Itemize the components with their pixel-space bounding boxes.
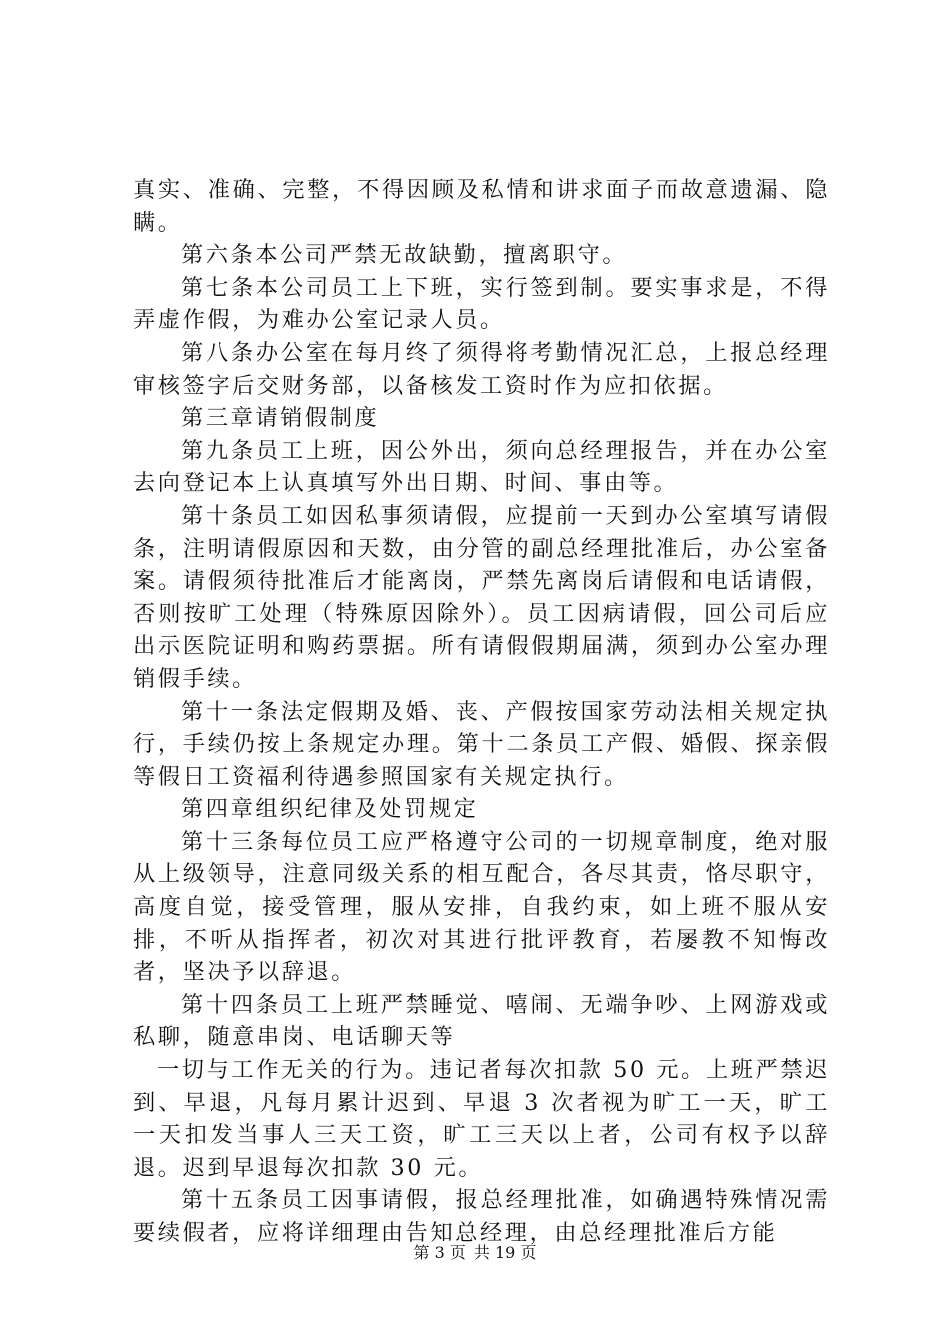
article-14: 第十四条员工上班严禁睡觉、嘻闹、无端争吵、上网游戏或私聊，随意串岗、电话聊天等 bbox=[133, 991, 830, 1051]
page-footer bbox=[0, 1242, 950, 1264]
chapter-3-heading: 第三章请销假制度 bbox=[181, 405, 380, 432]
article-8: 第八条办公室在每月终了须得将考勤情况汇总，上报总经理审核签字后交财务部，以备核发工资时作为应扣依据。 bbox=[133, 339, 830, 399]
document-body bbox=[133, 174, 830, 1250]
page-number: 第 3 页 bbox=[413, 1243, 466, 1262]
paragraph-continuation: 真实、准确、完整，不得因顾及私情和讲求面子而故意遗漏、隐瞒。 bbox=[133, 177, 830, 236]
article-9: 第九条员工上班，因公外出，须向总经理报告，并在办公室去向登记本上认真填写外出日期、时间、事由等。 bbox=[133, 437, 830, 497]
article-7: 第七条本公司员工上下班，实行签到制。要实事求是，不得弄虚作假，为难办公室记录人员。 bbox=[133, 274, 830, 334]
page-total: 共 19 页 bbox=[473, 1243, 537, 1262]
article-15: 第十五条员工因事请假，报总经理批准，如确遇特殊情况需要续假者，应将详细理由告知总经理，由总经理批准后方能 bbox=[133, 1187, 830, 1246]
article-6: 第六条本公司严禁无故缺勤，擅离职守。 bbox=[181, 242, 628, 269]
article-14-continued: 一切与工作无关的行为。违记者每次扣款 50 元。上班严禁迟到、早退，凡每月累计迟到、早退 3 次者视为旷工一天，旷工一天扣发当事人三天工资，旷工三天以上者，公司有权予以辞退。迟到早退每次扣款 30 元。 bbox=[133, 1057, 830, 1181]
chapter-4-heading: 第四章组织纪律及处罚规定 bbox=[181, 796, 479, 823]
article-13: 第十三条每位员工应严格遵守公司的一切规章制度，绝对服从上级领导，注意同级关系的相互配合，各尽其责，恪尽职守，高度自觉，接受管理，服从安排，自我约束，如上班不服从安排，不听从指挥者，初次对其进行批评教育，若屡教不知悔改者，坚决予以辞退。 bbox=[133, 828, 830, 986]
article-10: 第十条员工如因私事须请假，应提前一天到办公室填写请假条，注明请假原因和天数，由分管的副总经理批准后，办公室备案。请假须待批准后才能离岗，严禁先离岗后请假和电话请假，否则按旷工处理（特殊原因除外）。员工因病请假，回公司后应出示医院证明和购药票据。所有请假假期届满，须到办公室办理销假手续。 bbox=[133, 502, 830, 692]
article-11-12: 第十一条法定假期及婚、丧、产假按国家劳动法相关规定执行，手续仍按上条规定办理。第十二条员工产假、婚假、探亲假等假日工资福利待遇参照国家有关规定执行。 bbox=[133, 698, 830, 790]
